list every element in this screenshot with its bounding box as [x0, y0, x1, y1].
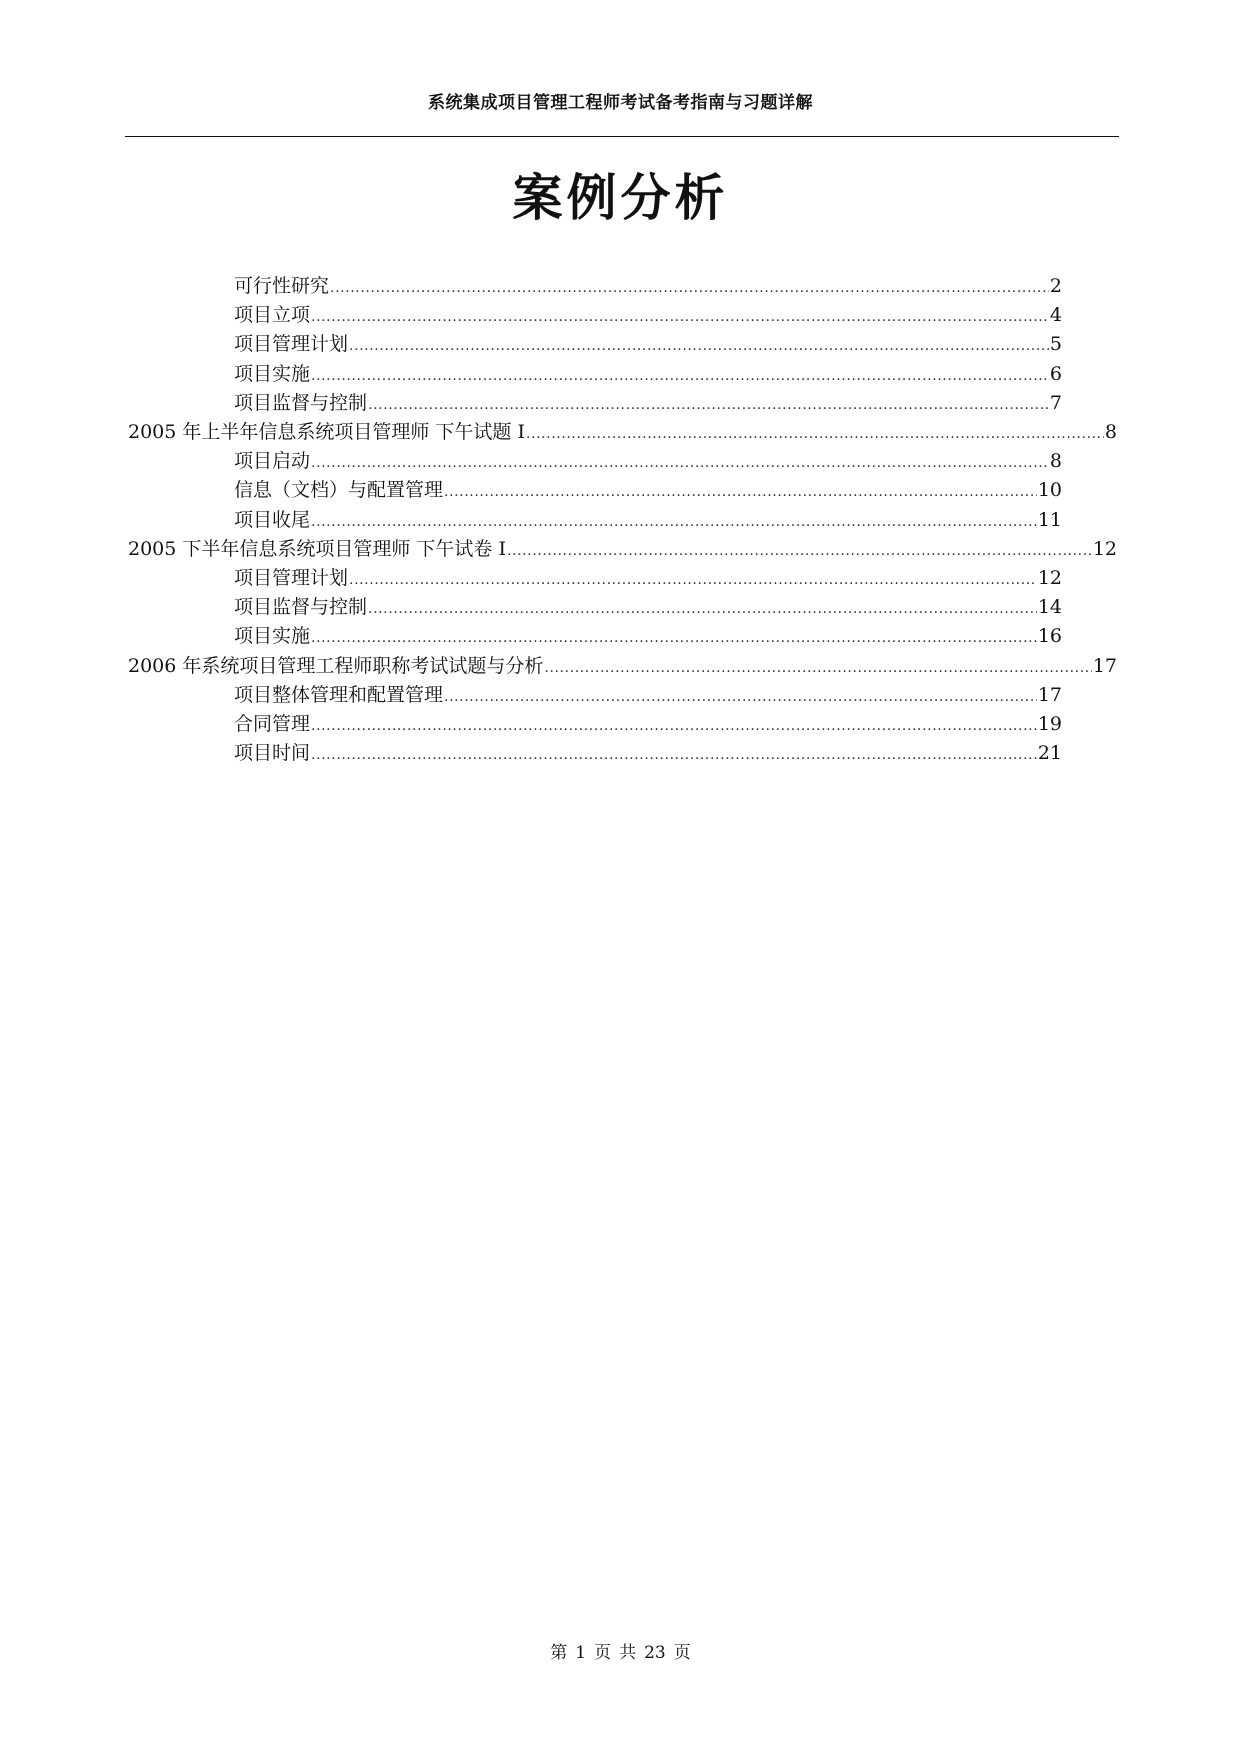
toc-entry-page-number: 6 — [1049, 362, 1062, 385]
toc-entry-page-number: 10 — [1037, 479, 1062, 502]
toc-entry-page-number: 7 — [1049, 391, 1062, 414]
toc-section-entry[interactable] — [128, 650, 1117, 683]
toc-subsection-entry[interactable] — [234, 445, 1062, 478]
toc-entry-page-number: 11 — [1037, 508, 1062, 531]
footer-total-pages: 23 — [644, 1643, 666, 1663]
toc-entry-page-number: 14 — [1037, 596, 1062, 619]
toc-subsection-entry[interactable] — [234, 504, 1062, 537]
toc-entry-page-number: 8 — [1104, 421, 1117, 443]
toc-entry-page-number: 19 — [1037, 713, 1062, 735]
toc-dot-leader — [311, 739, 1037, 772]
toc-subsection-entry[interactable] — [234, 737, 1062, 770]
toc-entry-title: 2006 年系统项目管理工程师职称考试试题与分析 — [128, 654, 544, 677]
toc-entry-title: 项目监督与控制 — [234, 391, 368, 414]
footer-total-word: 页 — [673, 1643, 691, 1663]
toc-subsection-entry[interactable] — [234, 474, 1062, 507]
toc-entry-title: 合同管理 — [234, 713, 311, 735]
toc-entry-title: 2005 下半年信息系统项目管理师 下午试卷 I — [128, 537, 506, 560]
toc-entry-title: 项目实施 — [234, 625, 311, 648]
toc-entry-title: 项目管理计划 — [234, 333, 349, 356]
toc-entry-title: 项目实施 — [234, 362, 311, 385]
toc-section-entry[interactable] — [128, 533, 1117, 566]
toc-entry-title: 项目监督与控制 — [234, 596, 368, 619]
toc-entry-page-number: 5 — [1049, 333, 1062, 356]
toc-entry-title: 项目整体管理和配置管理 — [234, 683, 444, 706]
footer-total-prefix: 共 — [619, 1643, 637, 1663]
toc-subsection-entry[interactable] — [234, 679, 1062, 712]
toc-entry-title: 可行性研究 — [234, 275, 330, 297]
toc-entry-page-number: 17 — [1037, 683, 1062, 706]
toc-entry-page-number: 2 — [1049, 275, 1062, 297]
header-divider — [125, 136, 1119, 137]
toc-entry-title: 项目立项 — [234, 304, 311, 327]
toc-entry-page-number: 12 — [1037, 567, 1062, 589]
footer-page-prefix: 第 — [550, 1643, 568, 1663]
toc-subsection-entry[interactable] — [234, 620, 1062, 653]
toc-entry-page-number: 8 — [1049, 450, 1062, 473]
toc-entry-page-number: 21 — [1037, 742, 1062, 765]
toc-entry-title: 信息（文档）与配置管理 — [234, 479, 444, 502]
toc-entry-page-number: 12 — [1092, 537, 1117, 560]
toc-entry-title: 2005 年上半年信息系统项目管理师 下午试题 I — [128, 421, 525, 443]
toc-entry-page-number: 4 — [1049, 304, 1062, 327]
toc-subsection-entry[interactable] — [234, 708, 1062, 741]
toc-subsection-entry[interactable] — [234, 387, 1062, 420]
toc-section-entry[interactable] — [128, 416, 1117, 449]
toc-subsection-entry[interactable] — [234, 562, 1062, 595]
toc-entry-title: 项目时间 — [234, 742, 311, 765]
toc-subsection-entry[interactable] — [234, 328, 1062, 361]
page-footer — [0, 1638, 1241, 1663]
toc-subsection-entry[interactable] — [234, 591, 1062, 624]
toc-subsection-entry[interactable] — [234, 358, 1062, 391]
toc-entry-page-number: 17 — [1092, 654, 1117, 677]
footer-page-word: 页 — [594, 1643, 612, 1663]
toc-subsection-entry[interactable] — [234, 299, 1062, 332]
toc-subsection-entry[interactable] — [234, 270, 1062, 303]
page-title: 案例分析 — [512, 169, 729, 227]
toc-entry-title: 项目启动 — [234, 450, 311, 473]
toc-entry-title: 项目收尾 — [234, 508, 311, 531]
toc-entry-page-number: 16 — [1037, 625, 1062, 648]
running-header: 系统集成项目管理工程师考试备考指南与习题详解 — [428, 93, 813, 113]
footer-page-number: 1 — [575, 1643, 587, 1663]
toc-entry-title: 项目管理计划 — [234, 567, 349, 589]
